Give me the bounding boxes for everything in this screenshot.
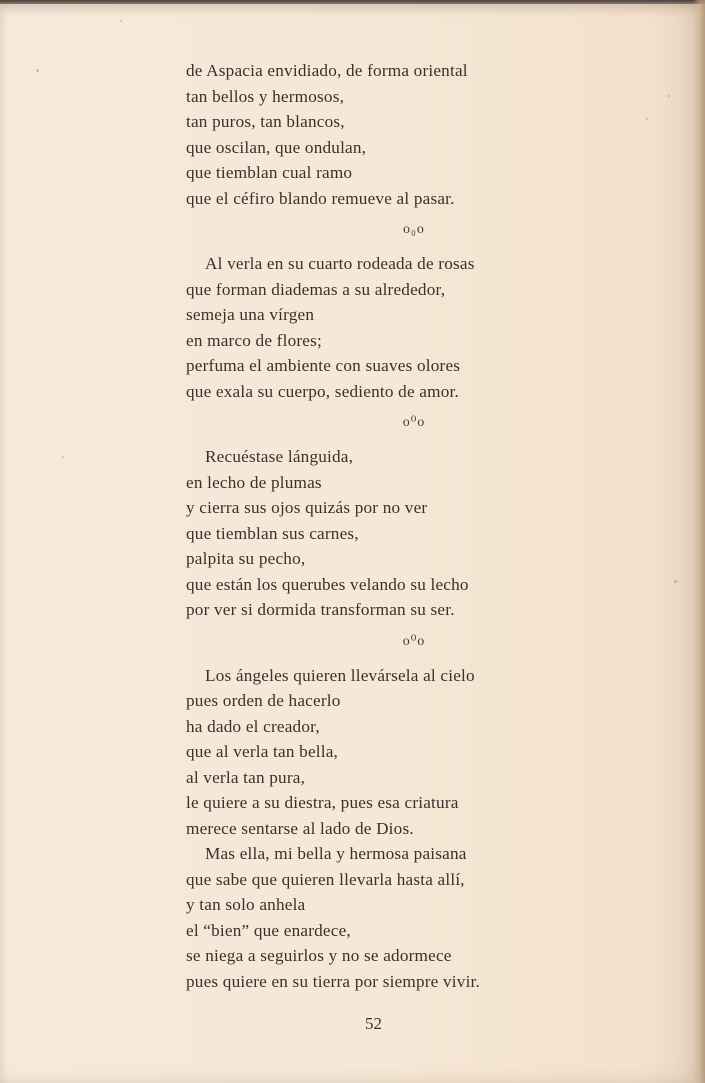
poem-line: que exala su cuerpo, sediento de amor.	[186, 381, 459, 401]
stanza-1	[186, 58, 586, 211]
paper-speck	[668, 95, 670, 97]
stanza-2	[186, 251, 586, 404]
poem-line: en marco de flores;	[186, 330, 322, 350]
top-edge-shadow	[0, 0, 705, 4]
poem-line: pues orden de hacerlo	[186, 691, 341, 710]
paper-speck	[674, 580, 677, 583]
poem-line: y tan solo anhela	[186, 895, 306, 914]
poem-line: se niega a seguirlos y no se adormece	[186, 946, 452, 965]
paper-speck	[646, 118, 648, 120]
poem-line: semeja una vírgen	[186, 305, 315, 324]
poem-line: tan bellos y hermosos,	[186, 86, 345, 106]
stanza-3	[186, 444, 586, 623]
poem-line: le quiere a su diestra, pues esa criatura	[186, 793, 459, 812]
poem-text	[186, 58, 586, 994]
poem-line: Al verla en su cuarto rodeada de rosas	[205, 254, 475, 273]
stanza-divider: o⁰o	[402, 415, 426, 430]
poem-line: pues quiere en su tierra por siempre vivir.	[186, 971, 481, 991]
poem-line: perfuma el ambiente con suaves olores	[186, 356, 461, 375]
poem-line: de Aspacia envidiado, de forma oriental	[186, 61, 468, 80]
poem-line: que el céfiro blando remueve al pasar.	[186, 188, 455, 208]
poem-line: merece sentarse al lado de Dios.	[186, 818, 414, 838]
poem-line: que oscilan, que ondulan,	[186, 137, 367, 157]
poem-line: que al verla tan bella,	[186, 742, 339, 761]
stanza-4	[186, 663, 586, 995]
stanza-divider: o⁰o	[402, 633, 426, 649]
page-edge-shadow	[693, 0, 705, 1083]
poem-line: por ver si dormida transforman su ser.	[186, 600, 455, 619]
poem-line: Los ángeles quieren llevársela al cielo	[205, 665, 475, 685]
poem-line: ha dado el creador,	[186, 716, 320, 736]
poem-line: que forman diademas a su alrededor,	[186, 279, 446, 299]
poem-line: en lecho de plumas	[186, 472, 322, 492]
poem-line: que sabe que quieren llevarla hasta allí,	[186, 869, 465, 889]
poem-line: que están los querubes velando su lecho	[186, 574, 469, 594]
poem-line: palpita su pecho,	[186, 549, 306, 568]
page-number: 52	[365, 1014, 382, 1033]
paper-speck	[36, 69, 39, 72]
poem-line: que tiemblan cual ramo	[186, 163, 353, 182]
poem-line: que tiemblan sus carnes,	[186, 523, 359, 543]
poem-line: Mas ella, mi bella y hermosa paisana	[205, 844, 467, 863]
poem-line: y cierra sus ojos quizás por no ver	[186, 498, 428, 517]
poem-line: tan puros, tan blancos,	[186, 112, 345, 131]
paper-speck	[62, 456, 64, 458]
poem-line: Recuéstase lánguida,	[205, 447, 354, 466]
stanza-divider: o₀o	[403, 222, 425, 237]
paper-speck	[120, 20, 122, 22]
poem-line: el “bien” que enardece,	[186, 920, 351, 940]
poem-line: al verla tan pura,	[186, 767, 306, 787]
